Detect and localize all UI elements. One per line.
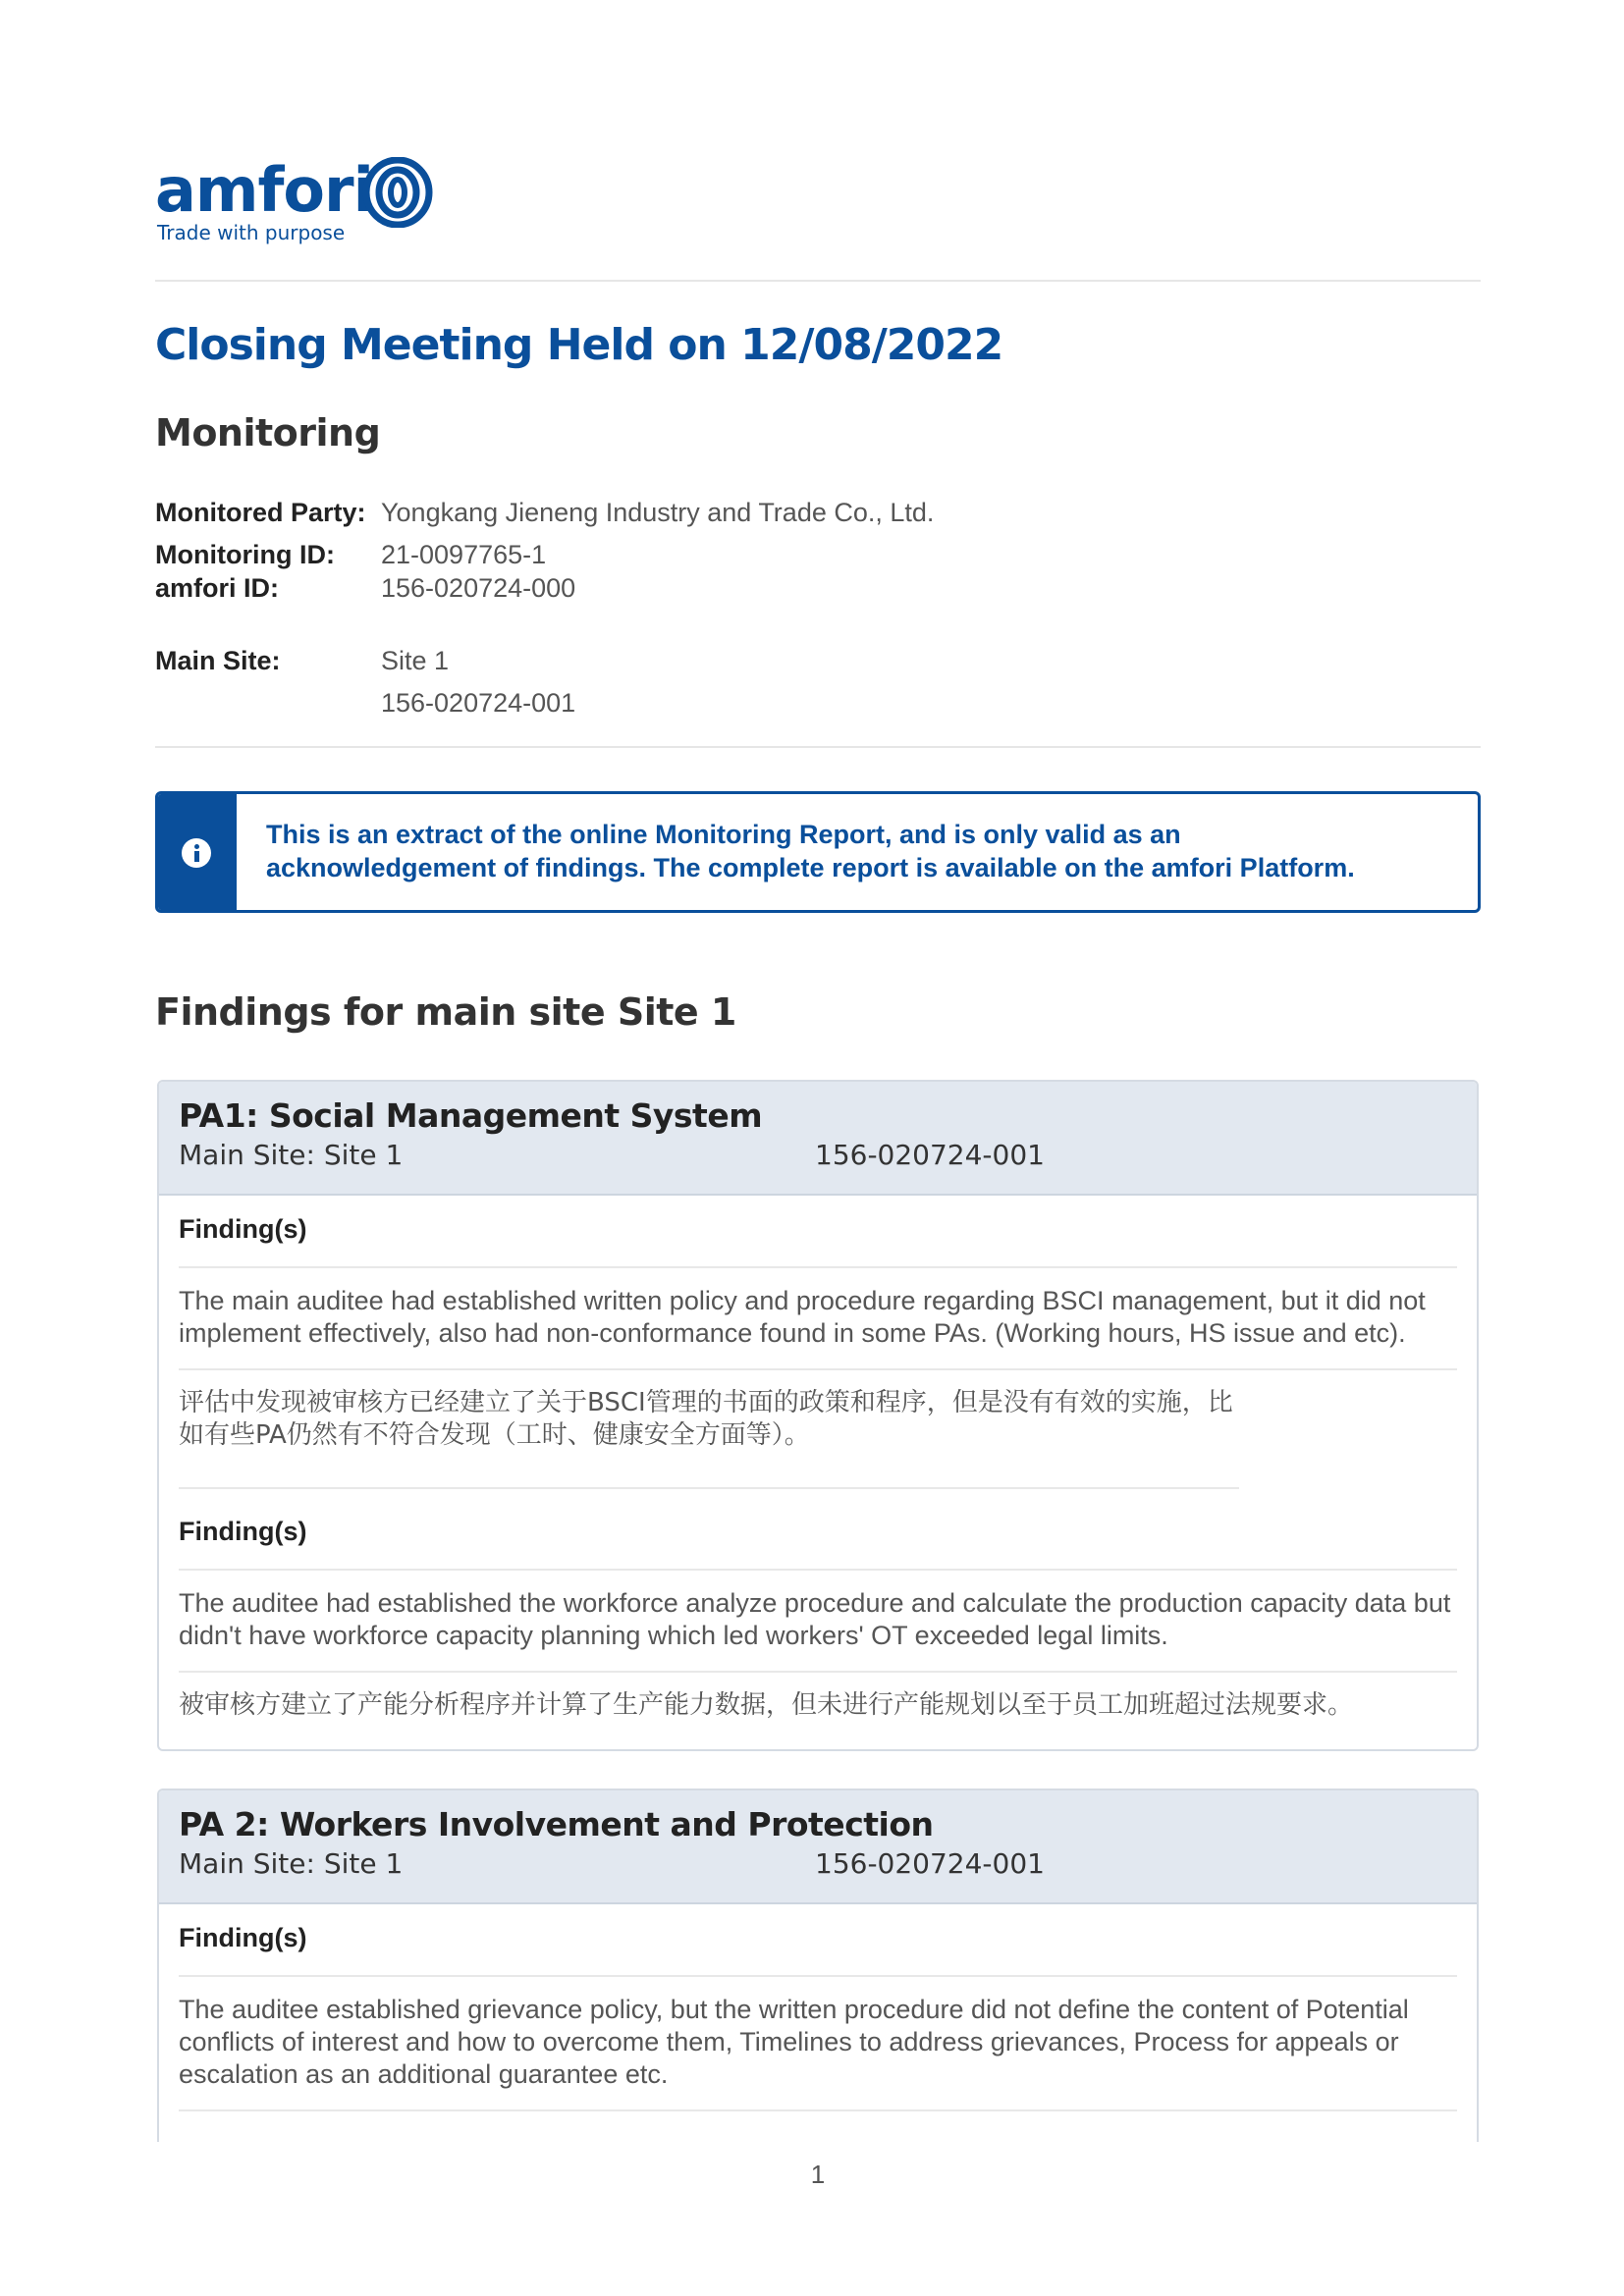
info-notice-line1: This is an extract of the online Monitoring Report, and is only valid as an: [266, 820, 1181, 849]
card-site-id: 156-020724-001: [815, 1847, 1045, 1880]
info-circle-icon: [182, 838, 211, 868]
info-notice: [155, 791, 1481, 913]
meta-divider: [155, 746, 1481, 748]
amfori-logo: [155, 155, 450, 249]
amfori-mark-icon: [362, 157, 433, 228]
finding-label: Finding(s): [179, 1904, 1457, 1977]
card-title: PA 2: Workers Involvement and Protection: [179, 1805, 934, 1843]
finding-text-cn: 评估中发现被审核方已经建立了关于BSCI管理的书面的政策和程序，但是没有有效的实施，比如有些PA仍然有不符合发现（工时、健康安全方面等）。: [179, 1370, 1239, 1489]
logo-wordmark: amfori: [155, 154, 373, 226]
main-site-name: Site 1: [381, 646, 450, 675]
card-title: PA1: Social Management System: [179, 1096, 763, 1135]
logo-tagline: Trade with purpose: [157, 221, 346, 244]
monitored-party-value: Yongkang Jieneng Industry and Trade Co., Ltd.: [381, 498, 935, 527]
finding-text-en: The auditee had established the workforce analyze procedure and calculate the production capacity data but didn't have workforce capacity planning which led workers' OT exceeded legal limits.: [179, 1571, 1457, 1673]
main-site-label: Main Site:: [155, 646, 281, 675]
amfori-id-value: 156-020724-000: [381, 573, 576, 603]
card-site: Main Site: Site 1: [179, 1847, 404, 1880]
info-notice-line2: acknowledgement of findings. The complete report is available on the amfori Platform.: [266, 853, 1355, 882]
info-notice-sidebar: [158, 794, 237, 910]
performance-area-card: [157, 1789, 1479, 2142]
monitored-party-label: Monitored Party:: [155, 498, 366, 527]
monitoring-heading: Monitoring: [155, 411, 381, 454]
header-divider: [155, 280, 1481, 282]
page-title: Closing Meeting Held on 12/08/2022: [155, 320, 1003, 370]
info-notice-text: [266, 818, 1444, 884]
findings-heading: Findings for main site Site 1: [155, 990, 736, 1034]
finding-label: Finding(s): [179, 1489, 1457, 1571]
amfori-id-label: amfori ID:: [155, 573, 280, 603]
page-number: 1: [810, 2160, 826, 2189]
card-site: Main Site: Site 1: [179, 1139, 404, 1171]
main-site-id: 156-020724-001: [381, 688, 576, 718]
card-body: [159, 1904, 1477, 2111]
finding-text-en: The main auditee had established written policy and procedure regarding BSCI management, but it did not implement effectively, also had non-conformance found in some PAs. (Working hours, HS issue and etc).: [179, 1268, 1457, 1370]
finding-text-cn: 被审核方建立了产能分析程序并计算了生产能力数据，但未进行产能规划以至于员工加班超过法规要求。: [179, 1690, 1354, 1720]
card-header: [159, 1082, 1477, 1196]
card-site-id: 156-020724-001: [815, 1139, 1045, 1171]
finding-label: Finding(s): [179, 1196, 1457, 1268]
performance-area-card: [157, 1080, 1479, 1751]
monitoring-id-label: Monitoring ID:: [155, 540, 335, 569]
finding-text-en: The auditee established grievance policy, but the written procedure did not define the content of Potential conflicts of interest and how to overcome them, Timelines to address grievances, Process for appeals or escalation as an additional guarantee etc.: [179, 1977, 1457, 2111]
card-header: [159, 1790, 1477, 1904]
monitoring-id-value: 21-0097765-1: [381, 540, 547, 569]
card-body: [159, 1196, 1477, 1741]
